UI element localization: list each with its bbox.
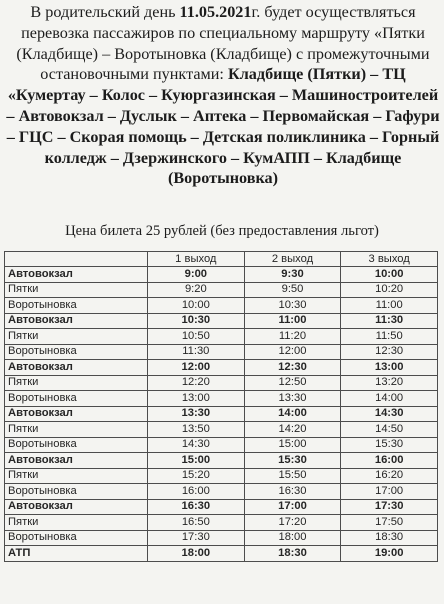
stop-name: Пятки <box>5 515 148 531</box>
stop-name: Автовокзал <box>5 313 148 329</box>
schedule-table <box>4 251 438 562</box>
stop-name: Автовокзал <box>5 406 148 422</box>
departure-time: 12:20 <box>148 375 245 391</box>
departure-time: 16:20 <box>341 468 438 484</box>
schedule-row <box>5 453 438 469</box>
schedule-row <box>5 267 438 283</box>
departure-time: 13:30 <box>244 391 341 407</box>
schedule-row <box>5 329 438 345</box>
header-run-3: 3 выход <box>341 252 438 267</box>
header-stop <box>5 252 148 267</box>
schedule-row <box>5 298 438 314</box>
departure-time: 12:00 <box>244 344 341 360</box>
schedule-row <box>5 468 438 484</box>
departure-time: 11:30 <box>341 313 438 329</box>
departure-time: 14:20 <box>244 422 341 438</box>
stop-name: Воротыновка <box>5 530 148 546</box>
departure-time: 17:20 <box>244 515 341 531</box>
departure-time: 12:30 <box>244 360 341 376</box>
departure-time: 13:00 <box>341 360 438 376</box>
departure-time: 15:00 <box>244 437 341 453</box>
departure-time: 16:30 <box>148 499 245 515</box>
departure-time: 17:00 <box>244 499 341 515</box>
schedule-row <box>5 515 438 531</box>
schedule-row <box>5 484 438 500</box>
departure-time: 11:20 <box>244 329 341 345</box>
departure-time: 10:30 <box>148 313 245 329</box>
departure-time: 9:50 <box>244 282 341 298</box>
stop-name: Воротыновка <box>5 484 148 500</box>
schedule-row <box>5 437 438 453</box>
departure-time: 17:30 <box>148 530 245 546</box>
stop-name: Пятки <box>5 329 148 345</box>
stop-name: Пятки <box>5 375 148 391</box>
stop-name: Автовокзал <box>5 267 148 283</box>
departure-time: 14:00 <box>244 406 341 422</box>
departure-time: 18:00 <box>244 530 341 546</box>
departure-time: 16:50 <box>148 515 245 531</box>
departure-time: 19:00 <box>341 546 438 562</box>
departure-time: 10:00 <box>148 298 245 314</box>
departure-time: 13:00 <box>148 391 245 407</box>
departure-time: 16:00 <box>341 453 438 469</box>
header-run-2: 2 выход <box>244 252 341 267</box>
departure-time: 18:30 <box>244 546 341 562</box>
departure-time: 14:00 <box>341 391 438 407</box>
schedule-row <box>5 360 438 376</box>
departure-time: 10:20 <box>341 282 438 298</box>
schedule-row <box>5 313 438 329</box>
stop-name: Воротыновка <box>5 298 148 314</box>
stop-name: Автовокзал <box>5 453 148 469</box>
departure-time: 16:00 <box>148 484 245 500</box>
stop-name: АТП <box>5 546 148 562</box>
departure-time: 17:30 <box>341 499 438 515</box>
departure-time: 12:30 <box>341 344 438 360</box>
departure-time: 18:30 <box>341 530 438 546</box>
departure-time: 11:00 <box>244 313 341 329</box>
departure-time: 11:00 <box>341 298 438 314</box>
departure-time: 10:30 <box>244 298 341 314</box>
notice-text <box>4 2 442 189</box>
stop-name: Пятки <box>5 468 148 484</box>
schedule-row <box>5 406 438 422</box>
ticket-price: Цена билета 25 рублей (без предоставления льгот) <box>65 223 379 239</box>
schedule-row <box>5 391 438 407</box>
departure-time: 10:50 <box>148 329 245 345</box>
departure-time: 13:50 <box>148 422 245 438</box>
departure-time: 12:50 <box>244 375 341 391</box>
stop-name: Воротыновка <box>5 344 148 360</box>
departure-time: 14:30 <box>341 406 438 422</box>
notice-date: 11.05.2021 <box>179 3 252 21</box>
departure-time: 11:30 <box>148 344 245 360</box>
stop-name: Воротыновка <box>5 391 148 407</box>
departure-time: 13:20 <box>341 375 438 391</box>
header-run-1: 1 выход <box>148 252 245 267</box>
departure-time: 9:00 <box>148 267 245 283</box>
notice-text-part-1: В родительский день <box>30 3 180 21</box>
schedule-row <box>5 375 438 391</box>
schedule-row <box>5 499 438 515</box>
schedule-row <box>5 344 438 360</box>
stop-name: Пятки <box>5 422 148 438</box>
departure-time: 15:30 <box>244 453 341 469</box>
departure-time: 17:50 <box>341 515 438 531</box>
schedule-row <box>5 282 438 298</box>
departure-time: 9:30 <box>244 267 341 283</box>
departure-time: 17:00 <box>341 484 438 500</box>
schedule-row <box>5 546 438 562</box>
departure-time: 15:30 <box>341 437 438 453</box>
notice-text-part-2: г. будет осуществляться перевозка пассажиров по специальному маршруту «Пятки (Кладбище) – Воротыновка (Кладбище) с промежуточными остановочными пунктами: <box>16 3 430 84</box>
departure-time: 10:00 <box>341 267 438 283</box>
stop-name: Пятки <box>5 282 148 298</box>
departure-time: 12:00 <box>148 360 245 376</box>
route-stops: Кладбище (Пятки) – ТЦ «Кумертау – Колос – Куюргазинская – Машиностроителей – Автовокзал – Дуслык – Аптека – Первомайская – Гафури – ГЦС – Скорая помощь – Детская поликлиника – Горный колледж – Дзержинского – КумАПП – Кладбище (Воротыновка) <box>6 65 440 188</box>
schedule-body <box>5 267 438 562</box>
departure-time: 15:50 <box>244 468 341 484</box>
schedule-row <box>5 422 438 438</box>
departure-time: 16:30 <box>244 484 341 500</box>
departure-time: 15:00 <box>148 453 245 469</box>
departure-time: 18:00 <box>148 546 245 562</box>
departure-time: 15:20 <box>148 468 245 484</box>
stop-name: Автовокзал <box>5 499 148 515</box>
departure-time: 11:50 <box>341 329 438 345</box>
departure-time: 9:20 <box>148 282 245 298</box>
schedule-row <box>5 530 438 546</box>
stop-name: Автовокзал <box>5 360 148 376</box>
departure-time: 13:30 <box>148 406 245 422</box>
stop-name: Воротыновка <box>5 437 148 453</box>
departure-time: 14:30 <box>148 437 245 453</box>
schedule-header-row <box>5 252 438 267</box>
departure-time: 14:50 <box>341 422 438 438</box>
